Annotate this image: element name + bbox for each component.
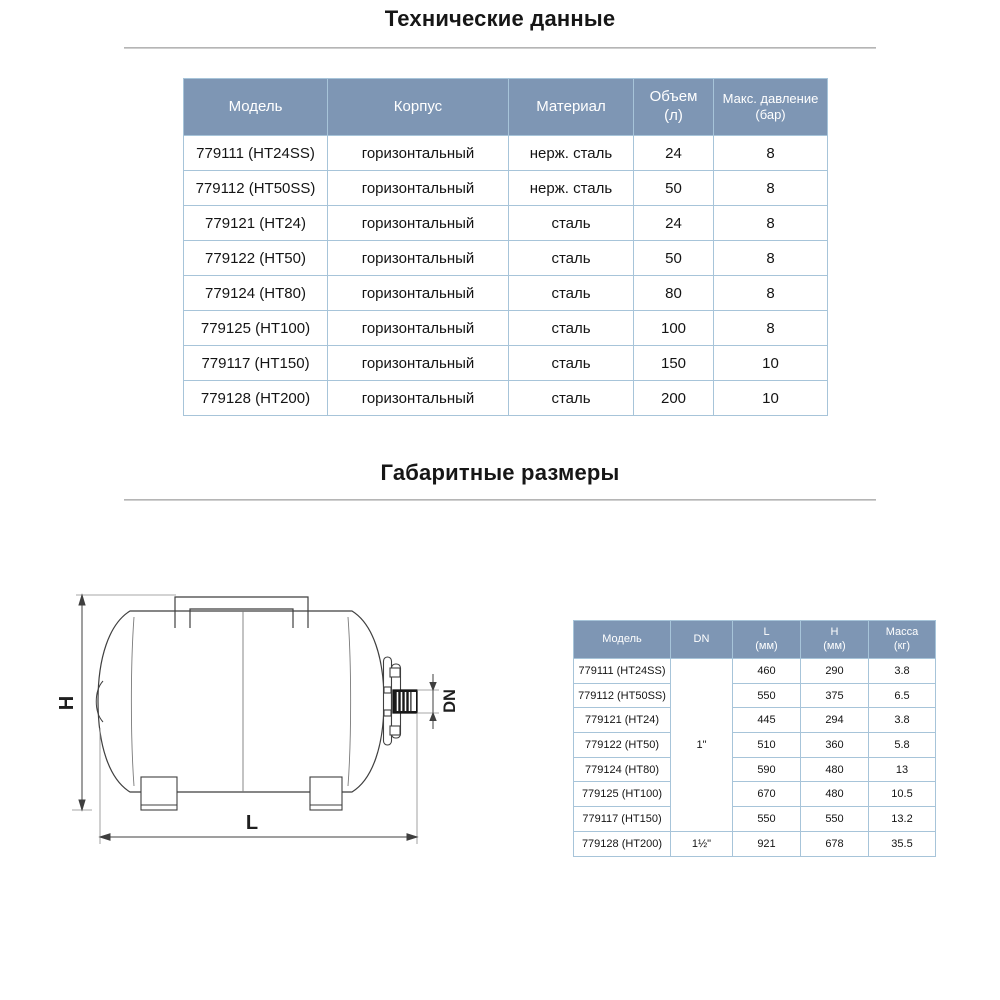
col-header-label: Корпус <box>393 97 443 115</box>
h-dimension <box>79 595 85 810</box>
divider <box>124 47 876 49</box>
dim-label-dn: DN <box>441 689 459 713</box>
table-row <box>574 733 936 758</box>
cell-pressure: 8 <box>714 241 828 276</box>
cell-mass: 10.5 <box>869 782 936 807</box>
table-row <box>574 659 936 684</box>
dim-label-h: H <box>56 695 78 711</box>
cell-model: 779122 (HT50) <box>184 241 328 276</box>
col-header-dn <box>671 621 733 659</box>
table-row <box>574 831 936 856</box>
dims-table-header-row <box>574 621 936 659</box>
col-header-mass <box>869 621 936 659</box>
tank-diagram <box>50 565 470 855</box>
cell-model: 779122 (HT50) <box>574 733 671 758</box>
table-row <box>574 683 936 708</box>
cell-volume: 50 <box>634 171 714 206</box>
table-row <box>574 757 936 782</box>
cell-body: горизонтальный <box>328 276 509 311</box>
col-header-label: Объем <box>649 88 698 106</box>
col-header-sublabel: (бар) <box>755 107 786 122</box>
cell-pressure: 8 <box>714 311 828 346</box>
cell-pressure: 8 <box>714 206 828 241</box>
cell-length: 445 <box>733 708 801 733</box>
cell-mass: 6.5 <box>869 683 936 708</box>
cell-body: горизонтальный <box>328 311 509 346</box>
col-header-label: Модель <box>602 632 642 645</box>
cell-model: 779112 (HT50SS) <box>184 171 328 206</box>
tank-body <box>96 611 384 792</box>
cell-length: 670 <box>733 782 801 807</box>
cell-length: 550 <box>733 807 801 832</box>
cell-model: 779124 (HT80) <box>574 757 671 782</box>
col-header-sublabel: (л) <box>664 107 683 124</box>
col-header-length <box>733 621 801 659</box>
cell-length: 460 <box>733 659 801 684</box>
handle <box>175 597 308 628</box>
table-row <box>184 206 828 241</box>
cell-model: 779124 (HT80) <box>184 276 328 311</box>
cell-dn: 1" <box>671 659 733 832</box>
cell-volume: 80 <box>634 276 714 311</box>
cell-pressure: 10 <box>714 381 828 416</box>
table-row <box>184 311 828 346</box>
table-row <box>574 708 936 733</box>
cell-length: 590 <box>733 757 801 782</box>
weld-seams <box>131 611 350 792</box>
cell-material: сталь <box>509 381 634 416</box>
col-header-body <box>328 79 509 136</box>
col-header-pressure <box>714 79 828 136</box>
cell-height: 360 <box>801 733 869 758</box>
cell-height: 480 <box>801 782 869 807</box>
cell-volume: 24 <box>634 136 714 171</box>
tech-table-header-row <box>184 79 828 136</box>
cell-model: 779125 (HT100) <box>574 782 671 807</box>
cell-model: 779128 (HT200) <box>184 381 328 416</box>
dn-dimension <box>430 674 436 729</box>
cell-pressure: 10 <box>714 346 828 381</box>
col-header-label: H <box>830 625 839 638</box>
col-header-label: Модель <box>228 97 283 115</box>
cell-pressure: 8 <box>714 171 828 206</box>
foot-right <box>310 777 342 810</box>
cell-body: горизонтальный <box>328 171 509 206</box>
col-header-sublabel: (мм) <box>755 639 778 652</box>
cell-pressure: 8 <box>714 276 828 311</box>
table-row <box>184 381 828 416</box>
section-title-technical: Технические данные <box>384 6 616 31</box>
table-row <box>574 782 936 807</box>
cell-model: 779111 (HT24SS) <box>184 136 328 171</box>
cell-material: сталь <box>509 206 634 241</box>
dim-label-l: L <box>245 812 259 834</box>
col-header-height <box>801 621 869 659</box>
table-row <box>184 241 828 276</box>
tech-table <box>183 78 828 416</box>
cell-material: нерж. сталь <box>509 171 634 206</box>
cell-height: 375 <box>801 683 869 708</box>
divider <box>124 499 876 501</box>
cell-pressure: 8 <box>714 136 828 171</box>
cell-model: 779112 (HT50SS) <box>574 683 671 708</box>
table-row <box>184 171 828 206</box>
table-row <box>574 807 936 832</box>
cell-material: сталь <box>509 346 634 381</box>
col-header-sublabel: (мм) <box>823 639 846 652</box>
cell-length: 550 <box>733 683 801 708</box>
cell-model: 779125 (HT100) <box>184 311 328 346</box>
table-row <box>184 346 828 381</box>
col-header-label: Макс. давление <box>722 90 819 106</box>
cell-body: горизонтальный <box>328 206 509 241</box>
cell-volume: 150 <box>634 346 714 381</box>
cell-volume: 50 <box>634 241 714 276</box>
cell-body: горизонтальный <box>328 136 509 171</box>
cell-mass: 3.8 <box>869 708 936 733</box>
cell-length: 510 <box>733 733 801 758</box>
cell-model: 779111 (HT24SS) <box>574 659 671 684</box>
cell-volume: 100 <box>634 311 714 346</box>
col-header-model <box>574 621 671 659</box>
cell-body: горизонтальный <box>328 381 509 416</box>
col-header-material <box>509 79 634 136</box>
cell-height: 550 <box>801 807 869 832</box>
cell-model: 779117 (HT150) <box>184 346 328 381</box>
cell-body: горизонтальный <box>328 346 509 381</box>
port <box>393 690 417 713</box>
cell-volume: 200 <box>634 381 714 416</box>
col-header-label: Масса <box>885 625 919 638</box>
cell-material: сталь <box>509 276 634 311</box>
foot-left <box>141 777 177 810</box>
cell-height: 290 <box>801 659 869 684</box>
dims-table <box>573 620 936 857</box>
cell-model: 779117 (HT150) <box>574 807 671 832</box>
l-dimension <box>100 834 417 840</box>
cell-model: 779128 (HT200) <box>574 831 671 856</box>
col-header-model <box>184 79 328 136</box>
cell-mass: 35.5 <box>869 831 936 856</box>
cell-length: 921 <box>733 831 801 856</box>
col-header-label: DN <box>693 632 710 645</box>
table-row <box>184 136 828 171</box>
cell-mass: 13.2 <box>869 807 936 832</box>
col-header-volume <box>634 79 714 136</box>
cell-mass: 3.8 <box>869 659 936 684</box>
cell-mass: 5.8 <box>869 733 936 758</box>
cell-model: 779121 (HT24) <box>184 206 328 241</box>
cell-model: 779121 (HT24) <box>574 708 671 733</box>
section-title-dimensions: Габаритные размеры <box>380 460 620 485</box>
cell-body: горизонтальный <box>328 241 509 276</box>
cell-mass: 13 <box>869 757 936 782</box>
cell-height: 294 <box>801 708 869 733</box>
cell-height: 480 <box>801 757 869 782</box>
cell-dn: 1½" <box>671 831 733 856</box>
col-header-sublabel: (кг) <box>893 639 911 652</box>
cell-material: сталь <box>509 241 634 276</box>
cell-material: нерж. сталь <box>509 136 634 171</box>
cell-height: 678 <box>801 831 869 856</box>
col-header-label: Материал <box>536 97 606 115</box>
col-header-label: L <box>763 625 770 638</box>
table-row <box>184 276 828 311</box>
cell-material: сталь <box>509 311 634 346</box>
cell-volume: 24 <box>634 206 714 241</box>
